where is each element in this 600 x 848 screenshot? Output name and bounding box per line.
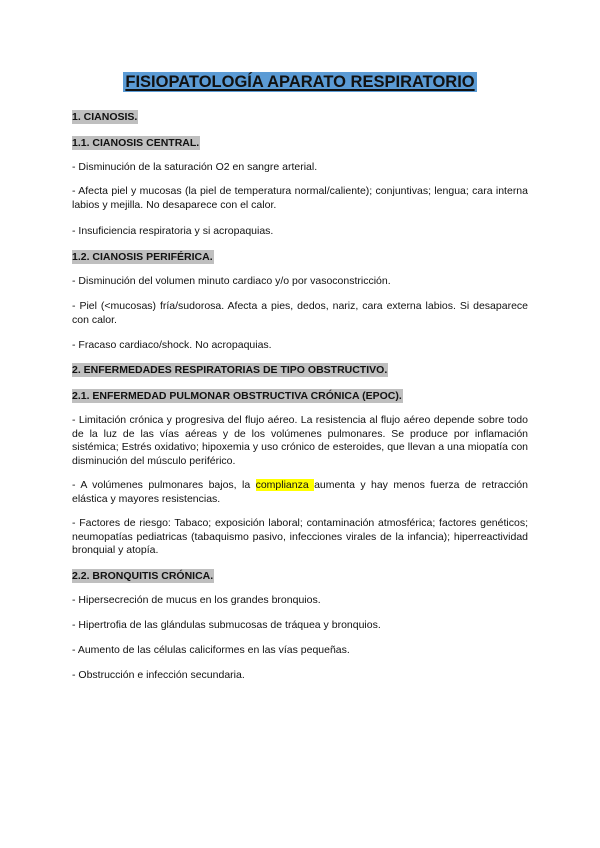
heading-cianosis-central [72,136,200,150]
highlight-complianza: complianza [255,479,315,491]
heading-enfermedades-obstructivas [72,363,388,377]
document-title: FISIOPATOLOGÍA APARATO RESPIRATORIO [125,73,475,91]
heading-cianosis-text: 1. CIANOSIS. [72,111,138,123]
paragraph-hipersecrecion: - Hipersecreción de mucus en los grandes bronquios. [72,594,321,606]
paragraph-volumen-minuto: - Disminución del volumen minuto cardiaco y/o por vasoconstricción. [72,275,391,287]
heading-epoc [72,389,403,403]
heading-cianosis-periferica-text: 1.2. CIANOSIS PERIFÉRICA. [72,251,213,263]
title-wrap [72,72,528,92]
paragraph-limitacion-flujo: - Limitación crónica y progresiva del flujo aéreo. La resistencia al flujo aéreo depende sobre todo de la luz de las vías aéreas y de los volúmenes pulmonares. Se produce por inflamación sistémica; Estrés oxidativo; hipoxemia y uso crónico de esteroides, que llevan a una miopatía con disminución del músculo periférico. [72,414,528,467]
paragraph-fracaso-cardiaco: - Fracaso cardiaco/shock. No acropaquias. [72,339,272,351]
heading-enfermedades-obstructivas-text: 2. ENFERMEDADES RESPIRATORIAS DE TIPO OBSTRUCTIVO. [72,364,388,376]
paragraph-factores-riesgo: - Factores de riesgo: Tabaco; exposición laboral; contaminación atmosférica; factores genéticos; neumopatías pediatricas (tabaquismo pasivo, infecciones virales de la infancia); hiperreactividad bronquial y atopía. [72,517,528,556]
paragraph-insuficiencia: - Insuficiencia respiratoria y si acropaquias. [72,225,274,237]
paragraph-complianza-after: aumenta y hay menos fuerza de retracción elástica y mayores resistencias. [72,479,528,505]
paragraph-complianza [72,479,528,506]
heading-cianosis-central-text: 1.1. CIANOSIS CENTRAL. [72,137,200,149]
heading-cianosis [72,110,138,124]
heading-cianosis-periferica [72,250,214,264]
paragraph-piel-fria: - Piel (<mucosas) fría/sudorosa. Afecta a pies, dedos, nariz, cara externa labios. Si desaparece con calor. [72,300,528,326]
heading-bronquitis-cronica-text: 2.2. BRONQUITIS CRÓNICA. [72,570,214,582]
paragraph-saturacion: - Disminución de la saturación O2 en sangre arterial. [72,161,318,173]
heading-epoc-text: 2.1. ENFERMEDAD PULMONAR OBSTRUCTIVA CRÓNICA (EPOC). [72,390,402,402]
paragraph-complianza-before: - A volúmenes pulmonares bajos, la [72,479,256,491]
paragraph-afecta-piel: - Afecta piel y mucosas (la piel de temperatura normal/caliente); conjuntivas; lengua; cara interna labios y mejilla. No desaparece con el calor. [72,185,528,211]
paragraph-obstruccion: - Obstrucción e infección secundaria. [72,669,245,681]
paragraph-celulas-caliciformes: - Aumento de las células caliciformes en las vías pequeñas. [72,644,350,656]
heading-bronquitis-cronica [72,569,214,583]
paragraph-hipertrofia: - Hipertrofia de las glándulas submucosas de tráquea y bronquios. [72,619,381,631]
